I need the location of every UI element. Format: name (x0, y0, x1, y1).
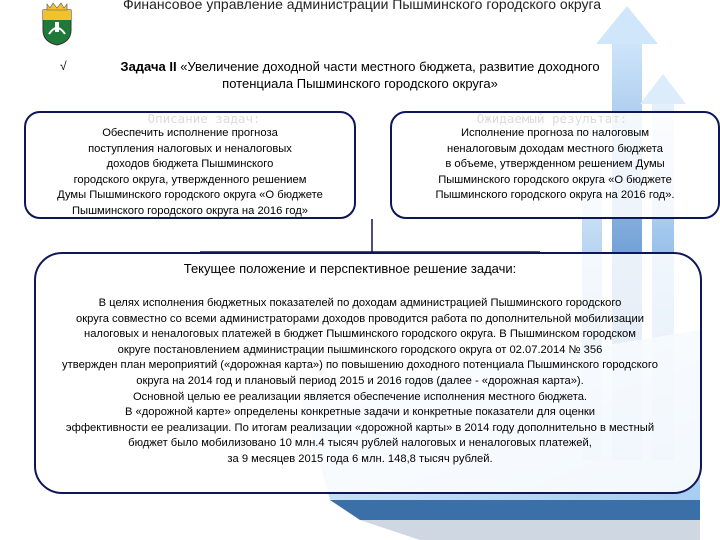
main-line: В целях исполнения бюджетных показателей по доходам администрацией Пышминского городского (98, 297, 622, 309)
main-line: В «дорожной карте» определены конкретные задачи и конкретные показатели для оценки (124, 406, 596, 419)
main-box-text (0, 296, 720, 468)
left-line: Пышминского городского округа на 2016 год» (72, 204, 308, 217)
right-line: в объеме, утвержденном решением Думы (445, 158, 665, 170)
task-label: Задача II (120, 59, 177, 74)
coat-of-arms-icon (40, 0, 74, 46)
main-line: утвержден план мероприятий («дорожная карта») по повышению доходного потенциала Пышминского городского (62, 359, 658, 372)
left-box-text (24, 126, 356, 219)
main-line: округа совместно со всеми администраторами доходов проводится работа по дополнительной мобилизации (76, 312, 644, 325)
main-line: округе постановлением администрации пышминского городского округа от 02.07.2014 № 356 (117, 343, 603, 356)
right-line: Исполнение прогноза по налоговым (460, 127, 650, 139)
main-line: за 9 месяцев 2015 года 6 млн. 148,8 тысяч рублей. (227, 452, 493, 465)
task-text-2: потенциала Пышминского городского округа» (222, 76, 498, 91)
right-line: неналоговым доходам местного бюджета (447, 142, 663, 155)
main-line: округа на 2014 год и плановый период 2015 и 2016 годов (далее - «дорожная карта»). (136, 374, 584, 387)
main-line: эффективности ее реализации. По итогам реализации «дорожной карты» в 2014 году дополнительно в местный (65, 421, 655, 434)
left-line: поступления налоговых и неналоговых (88, 142, 292, 155)
page-header: Финансовое управление администрации Пышминского городского округа (122, 0, 602, 12)
task-text-1: «Увеличение доходной части местного бюджета, развитие доходного (180, 59, 600, 74)
main-line: Основной целью ее реализации является обеспечение исполнения местного бюджета. (132, 390, 588, 403)
main-line: бюджет было мобилизовано 10 млн.4 тысяч рублей налоговых и неналоговых платежей, (128, 437, 592, 450)
task-line-1 (60, 58, 660, 75)
task-heading (60, 58, 660, 92)
right-box-text (390, 126, 720, 204)
left-line: Думы Пышминского городского округа «О бюджете (57, 189, 323, 201)
main-line: налоговых и неналоговых платежей в бюджет Пышминского городского округа. В Пышминском городском (84, 328, 636, 341)
check-bullet-icon: √ (60, 59, 67, 73)
left-line: городского округа, утвержденного решением (73, 173, 307, 186)
right-line: Пышминского городского округа на 2016 год». (435, 189, 675, 201)
left-line: доходов бюджета Пышминского (106, 158, 274, 170)
main-box-title: Текущее положение и перспективное решение задачи: (183, 261, 517, 276)
left-line: Обеспечить исполнение прогноза (102, 127, 278, 139)
right-line: Пышминского городского округа «О бюджете (438, 173, 672, 186)
